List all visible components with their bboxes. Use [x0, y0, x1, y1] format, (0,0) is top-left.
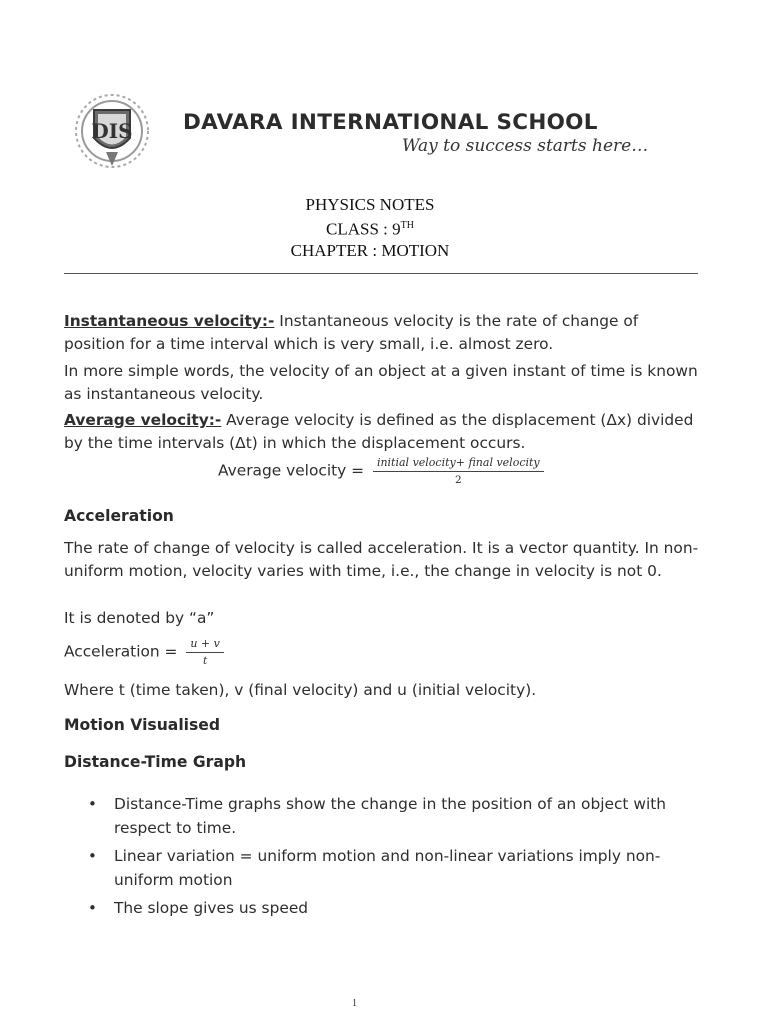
notes-title-block — [230, 194, 510, 261]
logo-initials: DIS — [91, 119, 133, 143]
distance-time-heading: Distance-Time Graph — [64, 753, 247, 771]
instantaneous-velocity-simple: In more simple words, the velocity of an object at a given instant of time is known as instantaneous velocity. — [64, 362, 698, 403]
acceleration-formula — [64, 637, 224, 667]
average-velocity-paragraph — [64, 409, 704, 455]
bullet-icon: • — [88, 847, 97, 865]
school-name: DAVARA INTERNATIONAL SCHOOL — [183, 110, 598, 135]
notes-chapter: CHAPTER : MOTION — [290, 240, 450, 260]
distance-time-bullets — [88, 792, 688, 924]
class-superscript: TH — [400, 220, 414, 231]
school-tagline: Way to success starts here… — [402, 136, 649, 156]
bullet-text: Distance-Time graphs show the change in the position of an object with respect to time. — [114, 795, 667, 837]
acceleration-formula-lhs: Acceleration = — [64, 642, 178, 661]
average-formula-numerator: initial velocity+ final velocity — [373, 456, 544, 472]
bullet-text: The slope gives us speed — [114, 899, 309, 917]
list-item — [88, 896, 688, 920]
acceleration-where: Where t (time taken), v (final velocity) and u (initial velocity). — [64, 681, 537, 699]
header-divider — [64, 273, 698, 274]
bullet-icon: • — [88, 899, 97, 917]
notes-subject: PHYSICS NOTES — [305, 195, 435, 214]
motion-visualised-heading: Motion Visualised — [64, 716, 221, 734]
acceleration-formula-fraction — [186, 637, 224, 667]
average-velocity-label: Average velocity:- — [64, 411, 222, 429]
list-item — [88, 844, 688, 892]
average-formula-lhs: Average velocity = — [218, 461, 365, 480]
bullet-icon: • — [88, 795, 97, 813]
acceleration-formula-denominator: t — [202, 655, 208, 667]
instantaneous-velocity-paragraph — [64, 310, 704, 356]
class-label: CLASS : 9 — [326, 219, 401, 239]
average-formula-denominator: 2 — [454, 474, 462, 486]
average-formula-fraction — [373, 456, 544, 486]
notes-class — [230, 215, 510, 240]
average-velocity-text: Average velocity is defined as the displacement (Δx) divided by the time intervals (Δt) in which the displacement occurs. — [64, 411, 694, 452]
acceleration-heading: Acceleration — [64, 507, 174, 525]
list-item — [88, 792, 688, 840]
instantaneous-velocity-label: Instantaneous velocity:- — [64, 312, 275, 330]
average-velocity-formula — [218, 456, 544, 486]
acceleration-paragraph: The rate of change of velocity is called acceleration. It is a vector quantity. In non-uniform motion, velocity varies with time, i.e., the change in velocity is not 0. — [64, 539, 699, 580]
instantaneous-velocity-text: Instantaneous velocity is the rate of change of position for a time interval which is very small, i.e. almost zero. — [64, 312, 639, 353]
bullet-text: Linear variation = uniform motion and non-linear variations imply non-uniform motion — [114, 847, 661, 889]
acceleration-denoted: It is denoted by “a” — [64, 609, 215, 627]
acceleration-formula-numerator: u + v — [186, 637, 224, 653]
page-number: 1 — [352, 998, 357, 1009]
school-logo — [62, 86, 162, 176]
